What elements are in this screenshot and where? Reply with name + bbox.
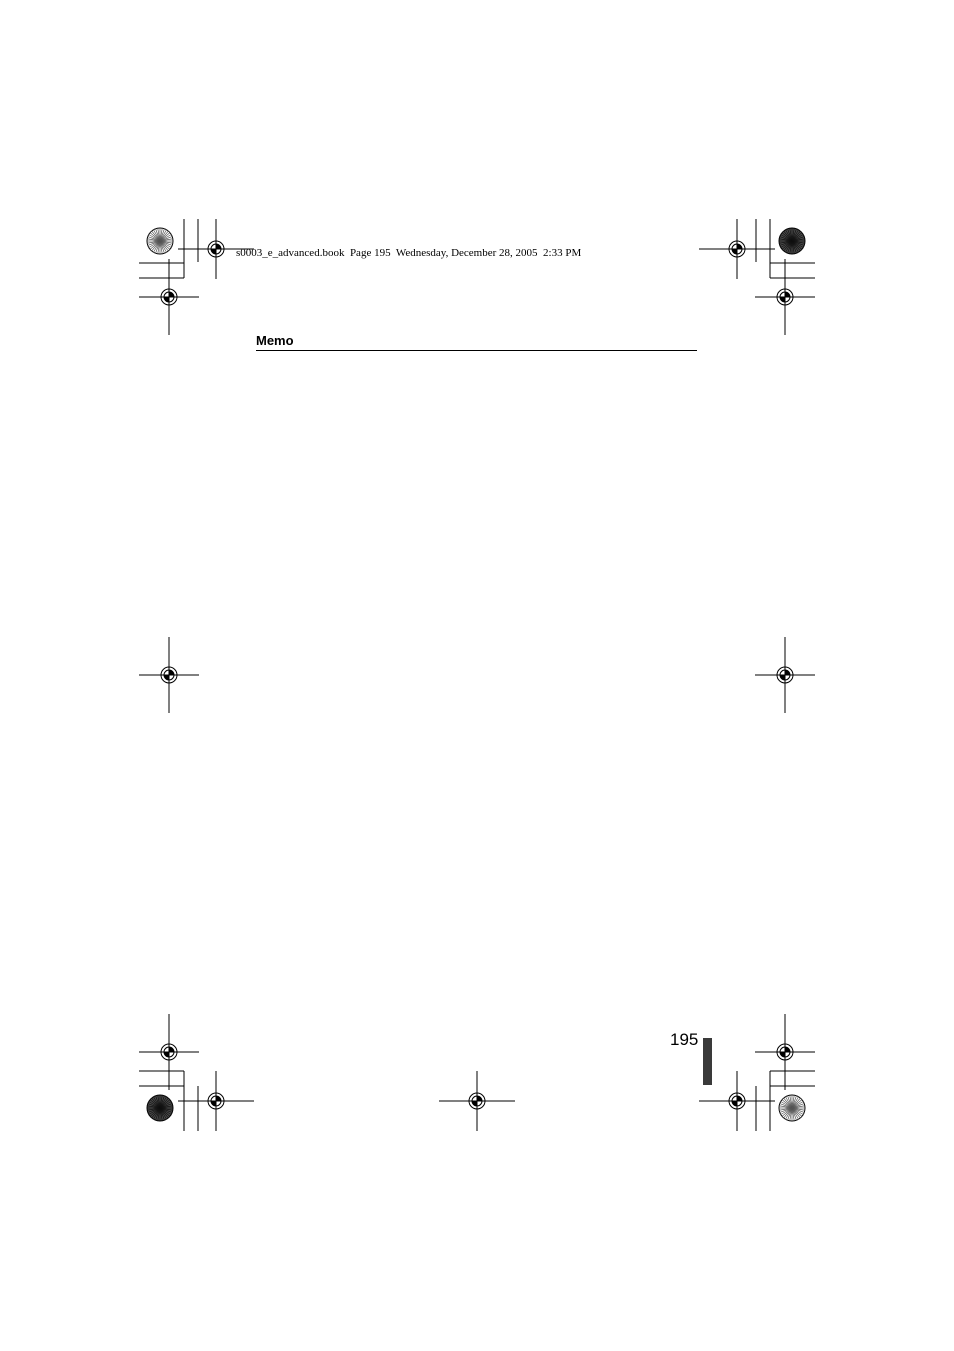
registration-mark-icon — [699, 219, 775, 279]
registration-mark-icon — [755, 259, 815, 335]
section-rule — [256, 350, 697, 351]
print-slug: s0003_e_advanced.book Page 195 Wednesday, December 28, 2005 2:33 PM — [236, 247, 582, 259]
registration-mark-icon — [755, 1014, 815, 1090]
thumb-tab — [703, 1038, 712, 1085]
crop-marks — [139, 219, 815, 1131]
registration-mark-icon — [439, 1071, 515, 1131]
registration-mark-icon — [178, 1071, 254, 1131]
registration-marks — [139, 219, 815, 1131]
registration-mark-icon — [755, 637, 815, 713]
star-targets — [147, 228, 805, 1121]
star-target-icon — [779, 228, 805, 254]
star-target-icon — [779, 1095, 805, 1121]
section-title: Memo — [256, 333, 294, 348]
star-target-icon — [147, 1095, 173, 1121]
registration-mark-icon — [139, 637, 199, 713]
registration-mark-icon — [139, 1014, 199, 1090]
registration-mark-icon — [139, 259, 199, 335]
star-target-icon — [147, 228, 173, 254]
page-number: 195 — [670, 1030, 699, 1049]
